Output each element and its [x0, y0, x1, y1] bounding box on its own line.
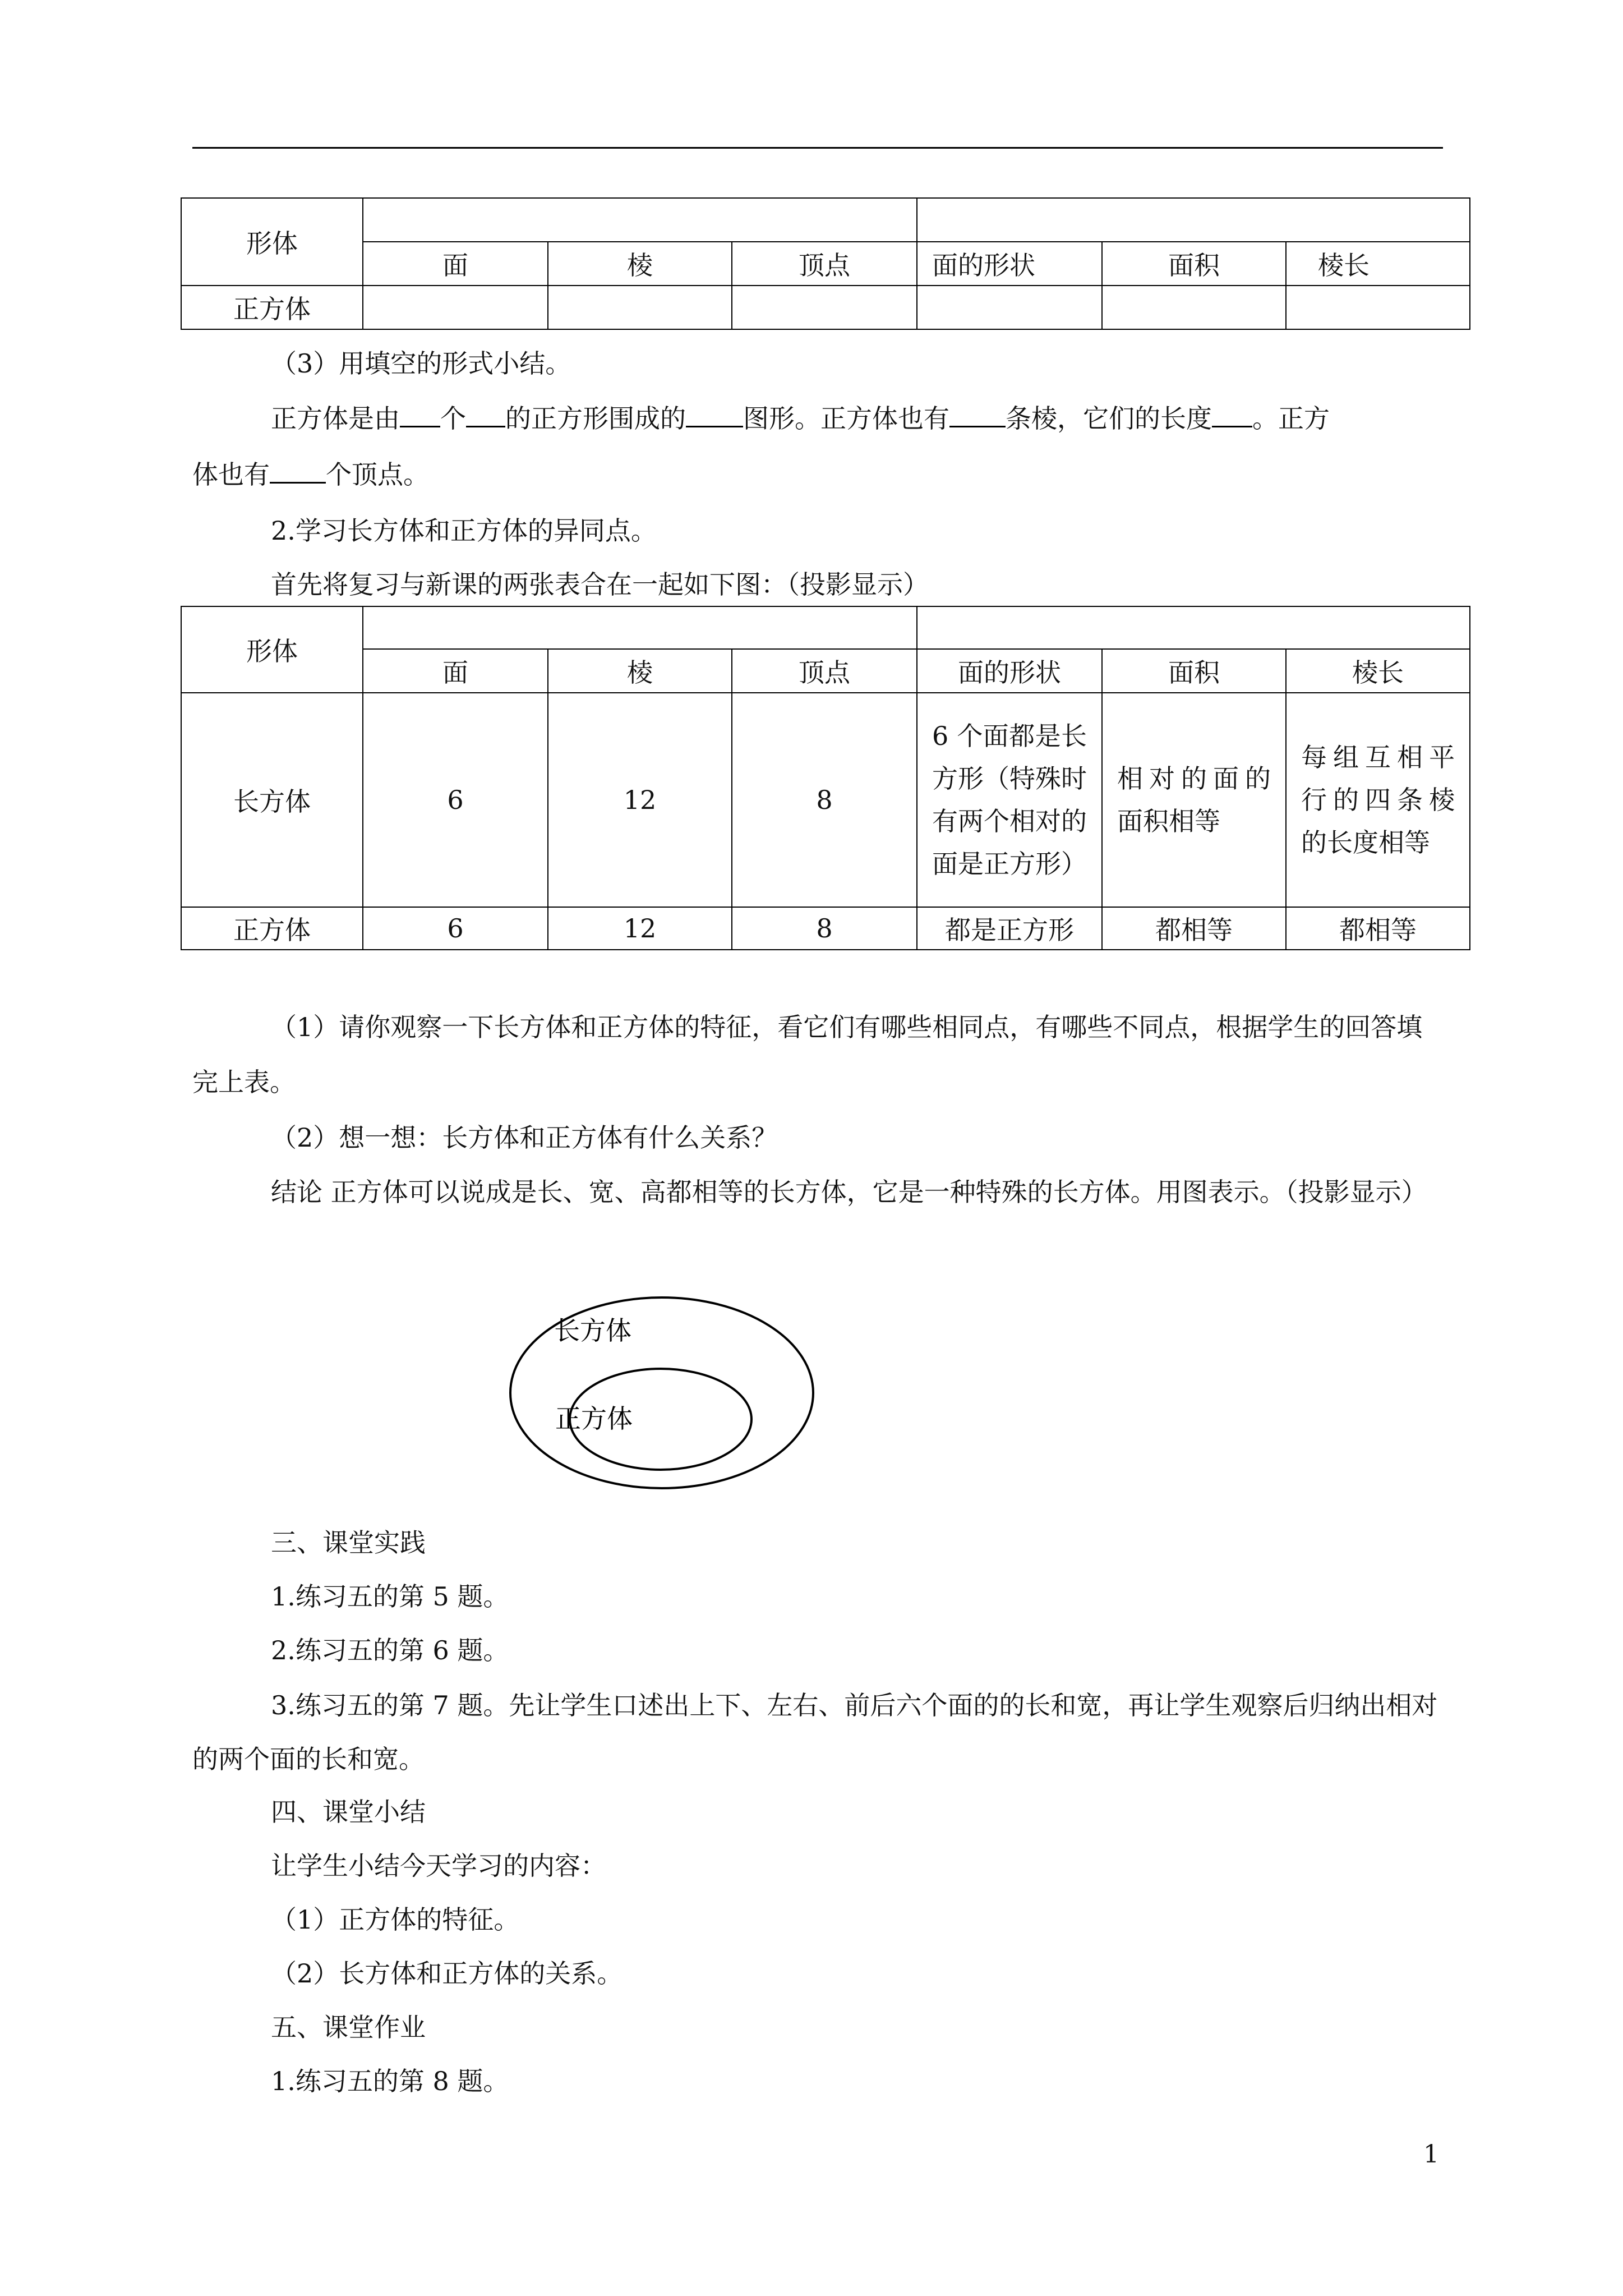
summary-text: 正方体是由	[271, 403, 400, 434]
summary-intro: （3）用填空的形式小结。	[271, 348, 571, 379]
table2-cell-face-shape	[917, 693, 1102, 907]
table1-empty-cell	[363, 286, 548, 329]
table-row	[181, 907, 1470, 950]
table1-col-header: 棱	[548, 242, 732, 286]
table2-cell-area	[1102, 693, 1286, 907]
edge-length-text: 每组互相平行的四条棱的长度相等	[1301, 742, 1455, 858]
table2-col-header: 面积	[1102, 649, 1286, 693]
venn-diagram	[494, 1290, 830, 1503]
table2-cell-edge-length: 都相等	[1286, 907, 1470, 950]
face-shape-text: 6 个面都是长方形（特殊时有两个相对的面是正方形）	[932, 721, 1087, 879]
summary-item: （1）正方体的特征。	[271, 1904, 520, 1935]
table1-col-header: 面	[363, 242, 548, 286]
summary-text: 体也有	[192, 459, 270, 490]
table1-col-header: 面积	[1102, 242, 1286, 286]
table1-col-header: 顶点	[732, 242, 917, 286]
table2-cell-area: 都相等	[1102, 907, 1286, 950]
table-cube-features	[181, 197, 1470, 330]
summary-text: 的正方形围成的	[505, 403, 686, 434]
homework-heading: 五、课堂作业	[271, 2012, 426, 2042]
table-compare	[181, 606, 1470, 950]
table2-col-header: 棱长	[1286, 649, 1470, 693]
inner-label: 正方体	[555, 1404, 633, 1434]
fill-blank	[949, 397, 1006, 427]
summary-text: 图形。正方体也有	[743, 403, 949, 434]
fill-blank	[400, 397, 440, 427]
area-text: 相对的面的面积相等	[1117, 763, 1271, 836]
table2-group-header-blank	[363, 606, 917, 649]
table1-row-label: 正方体	[181, 286, 363, 329]
table2-shape-header: 形体	[181, 606, 363, 693]
table2-cell-faces: 6	[363, 907, 548, 950]
summary-heading: 四、课堂小结	[271, 1797, 426, 1827]
table1-empty-cell	[917, 286, 1102, 329]
table1-empty-cell	[732, 286, 917, 329]
table2-group-header-blank	[917, 606, 1470, 649]
table2-col-header: 面	[363, 649, 548, 693]
fill-blank	[1212, 397, 1252, 427]
table2-row-label: 正方体	[181, 907, 363, 950]
table2-cell-edges: 12	[548, 907, 732, 950]
fill-blank	[270, 453, 326, 484]
table2-col-header: 棱	[548, 649, 732, 693]
practice-item: 3.练习五的第 7 题。先让学生口述出上下、左右、前后六个面的的长和宽，再让学生观察后归纳出相对的两个面的长和宽。	[192, 1690, 1438, 1774]
outer-label: 长方体	[554, 1315, 631, 1346]
homework-item: 1.练习五的第 8 题。	[271, 2066, 509, 2096]
summary-item: （2）长方体和正方体的关系。	[271, 1958, 623, 1989]
table2-cell-edge-length	[1286, 693, 1470, 907]
table1-col-header: 棱长	[1286, 242, 1470, 286]
practice-item: 1.练习五的第 5 题。	[271, 1581, 509, 1612]
table2-cell-vertices: 8	[732, 907, 917, 950]
header-rule	[192, 147, 1443, 149]
table2-col-header: 面的形状	[917, 649, 1102, 693]
table1-col-header: 面的形状	[917, 242, 1102, 286]
summary-text: 个顶点。	[326, 459, 429, 490]
practice-heading: 三、课堂实践	[271, 1527, 426, 1558]
practice-item: 2.练习五的第 6 题。	[271, 1635, 509, 1665]
think-paragraph: （2）想一想：长方体和正方体有什么关系？	[271, 1122, 778, 1153]
table2-cell-face-shape: 都是正方形	[917, 907, 1102, 950]
table2-col-header: 顶点	[732, 649, 917, 693]
table-row	[181, 693, 1470, 907]
summary-text: 条棱，它们的长度	[1006, 403, 1212, 434]
table1-group-header-blank	[363, 198, 917, 242]
table1-empty-cell	[1102, 286, 1286, 329]
summary-text: 个	[440, 403, 466, 434]
table1-shape-header: 形体	[181, 198, 363, 286]
table2-cell-faces: 6	[363, 693, 548, 907]
fill-blank	[686, 397, 743, 427]
summary-text: 。正方	[1252, 403, 1330, 434]
table1-empty-cell	[1286, 286, 1470, 329]
table2-cell-vertices: 8	[732, 693, 917, 907]
summary-fill-line-2	[192, 449, 1446, 500]
table1-empty-cell	[548, 286, 732, 329]
conclusion-paragraph: 结论 正方体可以说成是长、宽、高都相等的长方体，它是一种特殊的长方体。用图表示。（投影显示）	[271, 1177, 1427, 1207]
section2-heading: 2.学习长方体和正方体的异同点。	[271, 516, 657, 546]
table2-row-label: 长方体	[181, 693, 363, 907]
observe-paragraph: （1）请你观察一下长方体和正方体的特征，看它们有哪些相同点，有哪些不同点，根据学生的回答填完上表。	[192, 1012, 1423, 1097]
table2-cell-edges: 12	[548, 693, 732, 907]
summary-fill-line-1	[192, 393, 1446, 444]
table1-group-header-blank	[917, 198, 1470, 242]
fill-blank	[466, 397, 505, 427]
summary-intro-text: 让学生小结今天学习的内容：	[271, 1851, 606, 1881]
page-number: 1	[1423, 2140, 1439, 2169]
merge-intro: 首先将复习与新课的两张表合在一起如下图：（投影显示）	[271, 569, 929, 600]
